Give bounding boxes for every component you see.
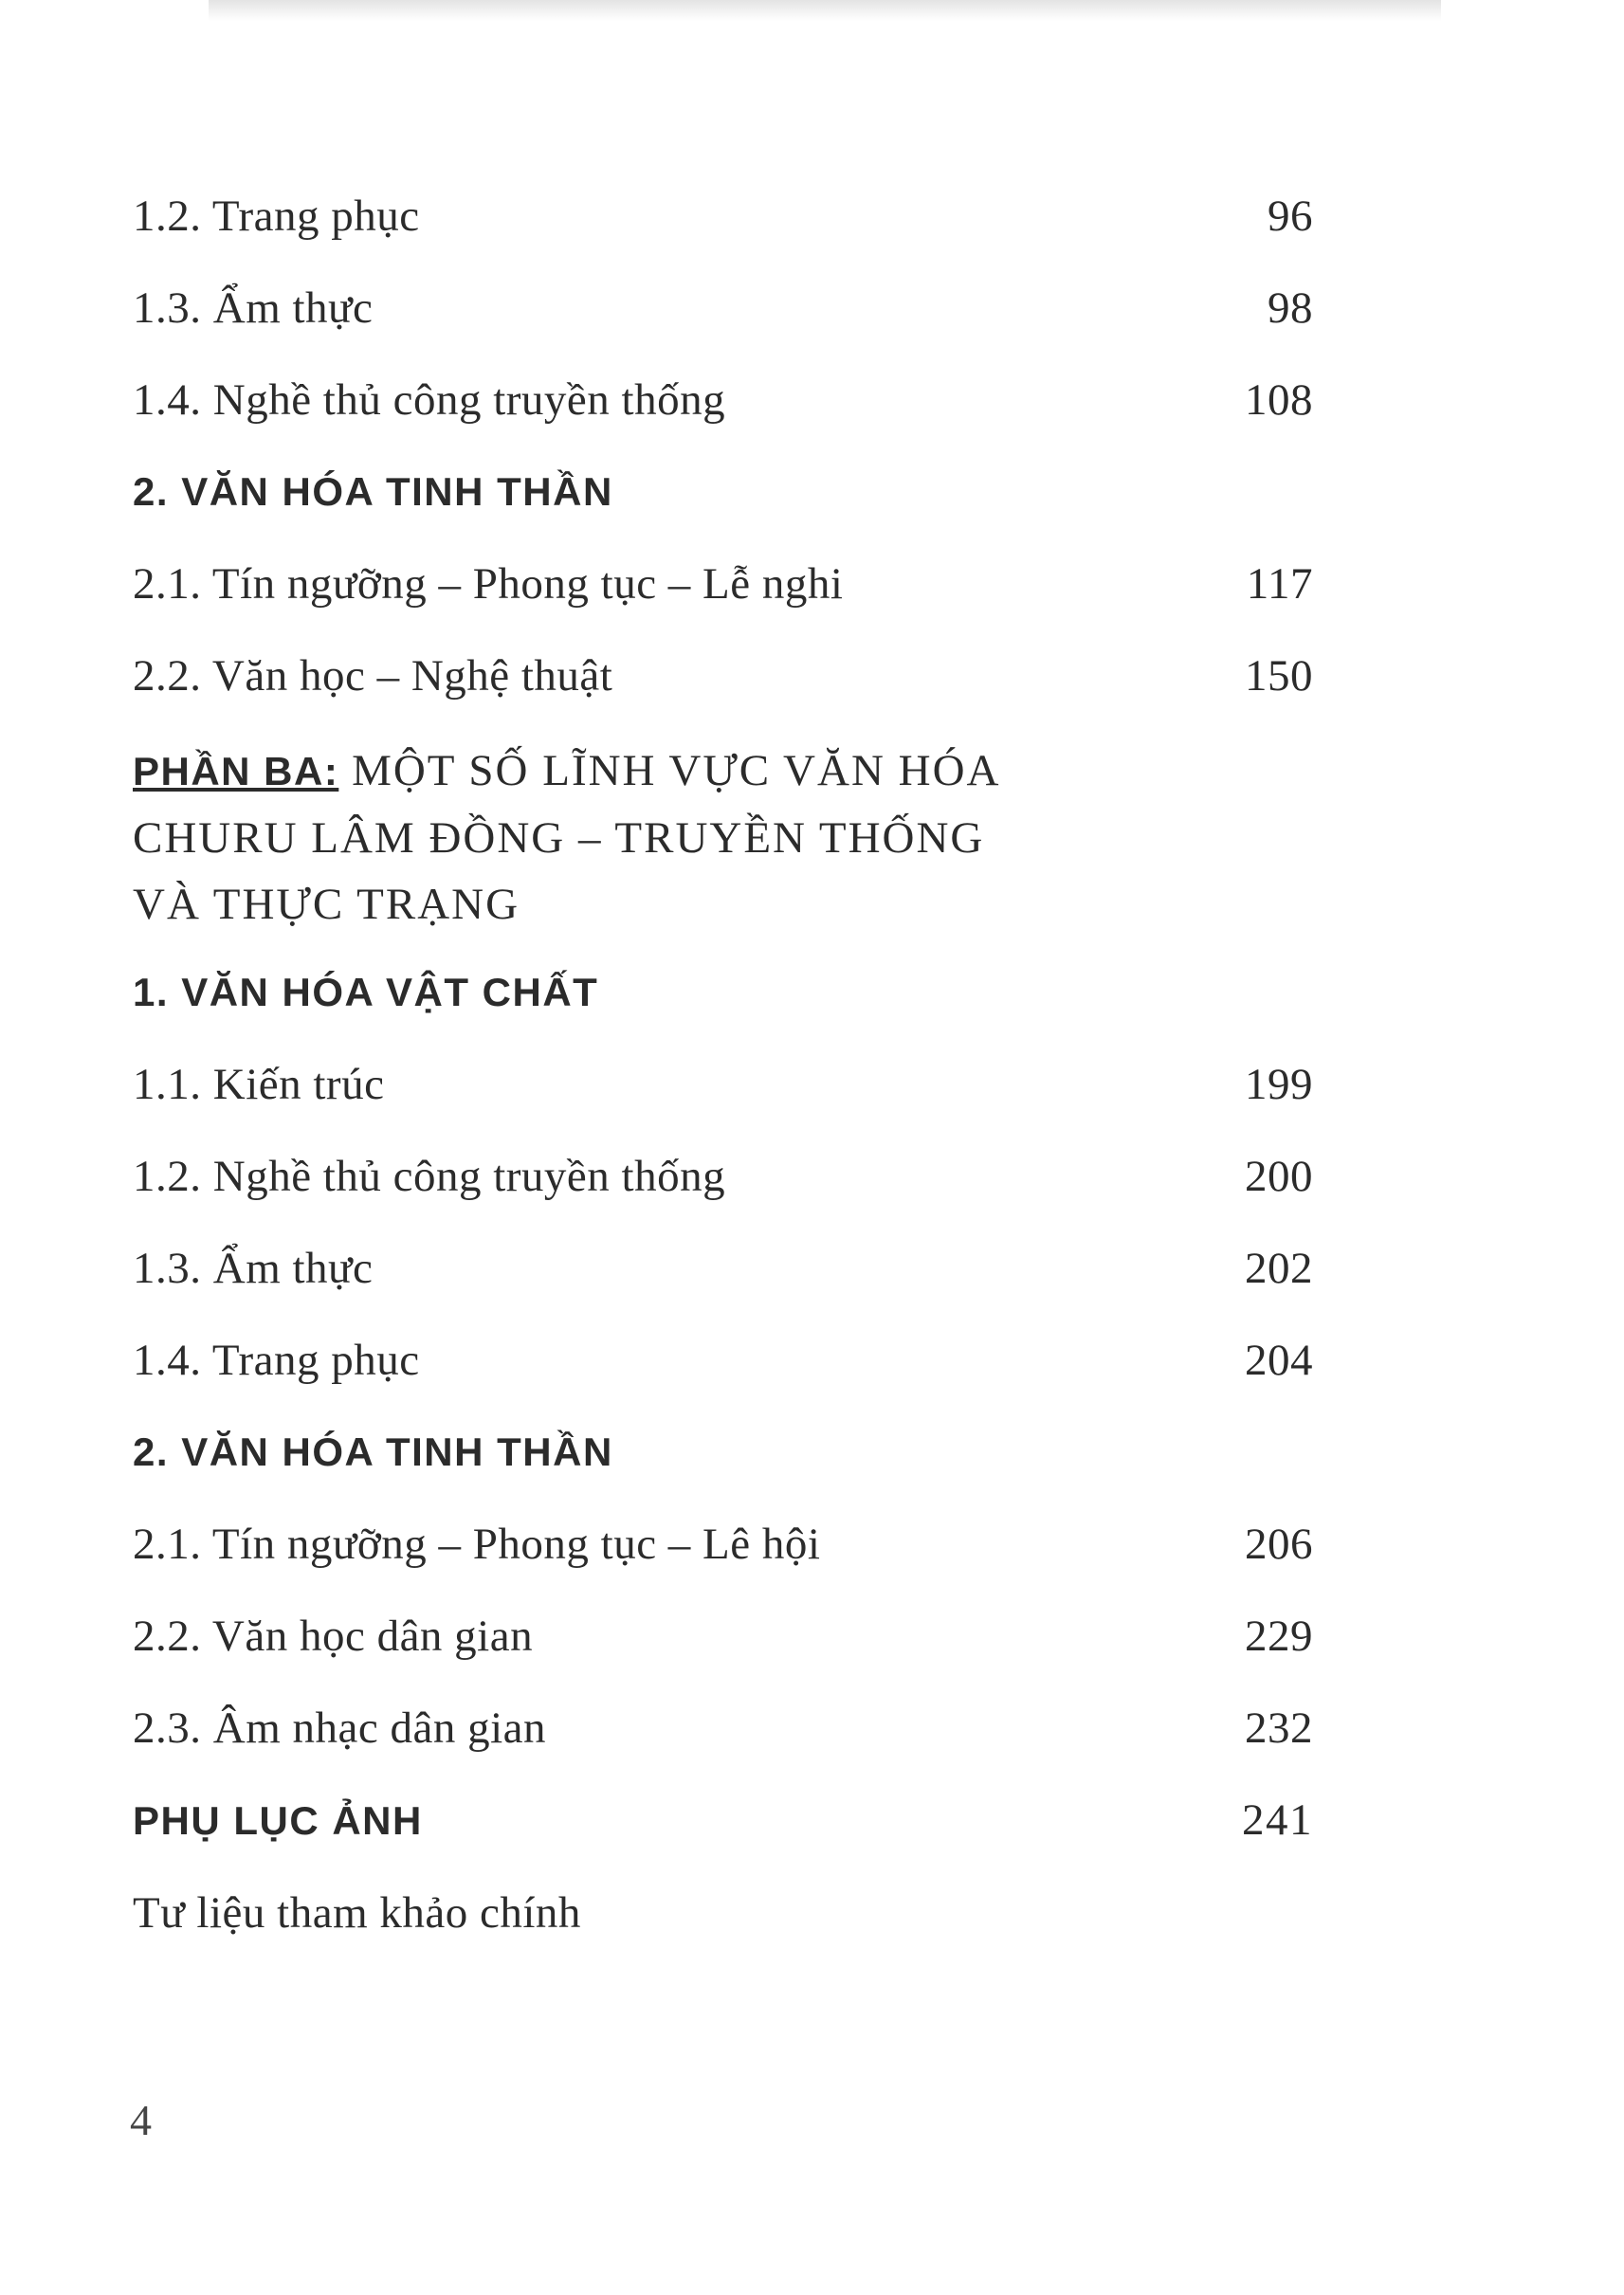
- appendix-page: 241: [1242, 1795, 1313, 1845]
- toc-entry-page: 98: [1268, 283, 1313, 333]
- part-title-line-1: MỘT SỐ LĨNH VỰC VĂN HÓA: [338, 746, 1001, 795]
- toc-entry: [133, 649, 1313, 702]
- toc-entry: [133, 1334, 1313, 1387]
- table-of-contents: [133, 190, 1313, 1978]
- toc-entry: [133, 1150, 1313, 1203]
- toc-entry-page: 202: [1245, 1244, 1313, 1293]
- toc-entry-title: 2.3. Âm nhạc dân gian: [133, 1703, 547, 1753]
- toc-entry-page: 117: [1246, 559, 1313, 609]
- toc-entry-page: 150: [1245, 651, 1313, 701]
- toc-entry-page: 204: [1245, 1336, 1313, 1385]
- part-label: PHẦN BA:: [133, 749, 339, 793]
- section-heading-title: 1. VĂN HÓA VẬT CHẤT: [133, 970, 599, 1014]
- part-title: [133, 738, 1313, 938]
- toc-entry-title: 2.1. Tín ngưỡng – Phong tục – Lê hội: [133, 1520, 821, 1569]
- page-number: 4: [130, 2096, 152, 2144]
- toc-entry: [133, 373, 1313, 427]
- toc-entry: [133, 1886, 1313, 1940]
- section-heading: [133, 966, 1313, 1019]
- toc-entry-title: 1.3. Ẩm thực: [133, 283, 374, 333]
- toc-entry: [133, 1058, 1313, 1111]
- references-title: Tư liệu tham khảo chính: [133, 1888, 581, 1938]
- appendix-title: PHỤ LỤC ẢNH: [133, 1798, 423, 1843]
- section-heading-title: 2. VĂN HÓA TINH THẦN: [133, 469, 613, 514]
- section-heading-title: 2. VĂN HÓA TINH THẦN: [133, 1430, 613, 1474]
- toc-entry-page: 206: [1245, 1520, 1313, 1569]
- toc-entry-title: 1.3. Ẩm thực: [133, 1244, 374, 1293]
- toc-entry-title: 2.2. Văn học dân gian: [133, 1612, 534, 1661]
- toc-entry-title: 1.4. Nghề thủ công truyền thống: [133, 375, 726, 425]
- toc-entry-page: 96: [1268, 191, 1313, 241]
- toc-entry-title: 1.2. Nghề thủ công truyền thống: [133, 1152, 726, 1201]
- toc-entry: [133, 557, 1313, 610]
- toc-entry: [133, 1518, 1313, 1571]
- toc-entry-title: 1.2. Trang phục: [133, 191, 420, 241]
- toc-entry-title: 2.1. Tín ngưỡng – Phong tục – Lễ nghi: [133, 559, 844, 609]
- appendix-heading: [133, 1794, 1313, 1848]
- toc-entry: [133, 1610, 1313, 1663]
- toc-entry-title: 1.4. Trang phục: [133, 1336, 420, 1385]
- toc-entry: [133, 190, 1313, 243]
- toc-entry-title: 1.1. Kiến trúc: [133, 1060, 385, 1109]
- section-heading: [133, 1426, 1313, 1479]
- part-title-line-3: VÀ THỰC TRẠNG: [133, 880, 520, 929]
- toc-entry: [133, 282, 1313, 335]
- toc-entry-page: 199: [1245, 1060, 1313, 1109]
- section-heading: [133, 465, 1313, 519]
- toc-entry-page: 108: [1245, 375, 1313, 425]
- toc-entry: [133, 1702, 1313, 1755]
- scan-edge-shadow: [209, 0, 1441, 21]
- toc-entry: [133, 1242, 1313, 1295]
- part-title-line-2: CHURU LÂM ĐỒNG – TRUYỀN THỐNG: [133, 813, 985, 863]
- toc-entry-title: 2.2. Văn học – Nghệ thuật: [133, 651, 613, 701]
- toc-entry-page: 200: [1245, 1152, 1313, 1201]
- toc-entry-page: 229: [1245, 1612, 1313, 1661]
- toc-entry-page: 232: [1245, 1703, 1313, 1753]
